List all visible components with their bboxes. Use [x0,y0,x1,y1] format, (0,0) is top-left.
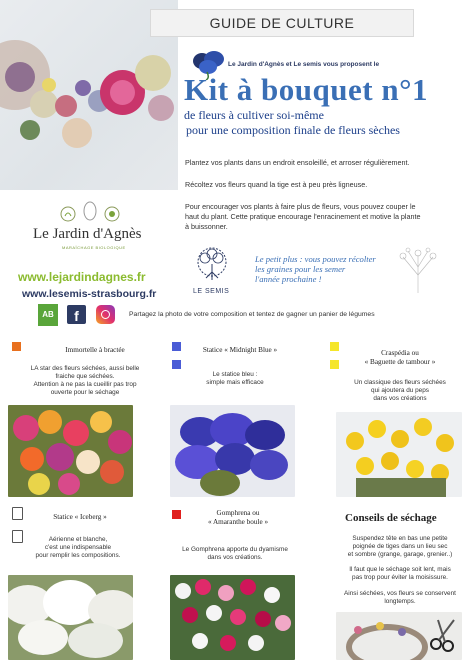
subtitle-2: pour une composition finale de fleurs sèches [186,123,400,137]
facebook-icon[interactable]: f [67,305,86,324]
brand-name: Le Jardin d'Agnès [33,226,142,242]
plant-1-title: Immortelle à bractée [65,346,125,354]
instruction-3a: Pour encourager vos plants à faire plus de fleurs, vous pouvez couper le [185,202,416,211]
plant-5-description: Le Gomphrena apporte du dyamisme dans vos créations. [182,546,288,561]
le-semis-tree-icon [190,246,234,288]
instruction-3b: haut du plant. Cette pratique encourage l'enracinement et motive la plante [185,212,421,221]
plant-4-photo [8,575,133,660]
conseils-paragraph-2: Il faut que le séchage soit lent, mais pas trop pour éviter la moisissure. [349,566,451,581]
plant-5-title: Gomphrena ou « Amaranthe boule » [207,509,269,526]
plant-1-description: LA star des fleurs séchées, aussi belle fraiche que séchées. Attention à ne pas la cueillir pas trop ouverte pour le séchage [30,365,140,396]
plant-3-title: Craspédia ou « Baguette de tambour » [364,349,436,366]
conseils-paragraph-1: Suspendez tête en bas une petite poignée de tiges dans un lieu sec et sombre (grange, garage, grenier..) [347,535,453,558]
intro-line: Le Jardin d'Agnès et Le semis vous proposent le [228,61,380,68]
ab-bio-icon: AB [38,304,58,326]
botanical-sketch-icon [388,245,448,295]
plant-2-color-swatch-2 [172,360,181,369]
guide-title: GUIDE DE CULTURE [150,9,414,37]
subtitle-1: de fleurs à cultiver soi-même [184,108,324,122]
url-jardin-agnes[interactable]: www.lejardindagnes.fr [18,270,146,284]
plant-3-color-swatch-2 [330,360,339,369]
plant-4-description: Aérienne et blanche, c'est une indispensable pour remplir les compositions. [35,536,121,559]
drying-wreath-photo [336,612,462,660]
instruction-1: Plantez vos plants dans un endroit ensoleillé, et arroser régulièrement. [185,158,410,167]
kit-title: Kit à bouquet n°1 [184,72,428,107]
brand-tagline: MARAÎCHAGE BIOLOGIQUE [62,245,126,250]
url-lesemis[interactable]: www.lesemis-strasbourg.fr [22,288,157,300]
plant-2-photo [170,405,295,497]
plant-4-checkbox [12,507,23,520]
instruction-3c: à buissonner. [185,222,228,231]
scissors-icon [428,618,458,652]
plant-3-description: Un classique des fleurs séchées qui ajoutera du peps dans vos créations [354,379,446,402]
petit-plus-text: Le petit plus : vous pouvez récolter les graines pour les semer l'année prochaine ! [255,254,376,284]
plant-2-description: Le statice bleu : simple mais efficace [206,371,264,386]
instruction-2: Récoltez vos fleurs quand la tige est à peu près ligneuse. [185,180,368,189]
plant-4-title: Statice « Iceberg » [53,513,107,521]
plant-5-photo [170,575,295,660]
le-semis-label: LE SEMIS [193,288,230,295]
share-text: Partagez la photo de votre composition et tentez de gagner un panier de légumes [129,311,375,318]
instagram-icon[interactable] [96,305,115,324]
conseils-paragraph-3: Ainsi séchées, vos fleurs se conservent longtemps. [344,590,456,605]
conseils-title: Conseils de séchage [345,512,437,524]
jardin-agnes-logo-icon [55,200,125,226]
plant-2-title: Statice « Midnight Blue » [202,346,278,354]
plant-3-color-swatch [330,342,339,351]
plant-1-photo [8,405,133,497]
plant-3-photo [336,412,462,497]
